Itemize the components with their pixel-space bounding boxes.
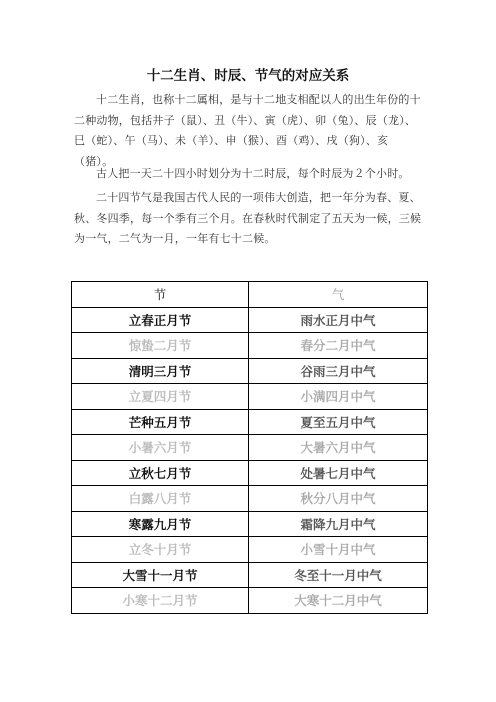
jie-cell: 大雪十一月节 <box>72 562 249 588</box>
table-row <box>72 588 428 614</box>
table-row <box>72 384 428 410</box>
qi-cell: 雨水正月中气 <box>249 307 428 333</box>
jie-cell: 小暑六月节 <box>72 435 249 461</box>
qi-cell: 霜降九月中气 <box>249 511 428 537</box>
qi-cell: 处暑七月中气 <box>249 460 428 486</box>
table-row <box>72 358 428 384</box>
paragraph-solar-terms: 二十四节气是我国古代人民的一项伟大创造，把一年分为春、夏、秋、冬四季，每一个季有三个月。在春秋时代制定了五天为一候，三候为一气，二气为一月，一年有七十二候。 <box>74 191 422 245</box>
table-row <box>72 307 428 333</box>
jie-cell: 立冬十月节 <box>72 537 249 563</box>
table-row <box>72 511 428 537</box>
qi-cell: 冬至十一月中气 <box>249 562 428 588</box>
jie-cell: 小寒十二月节 <box>72 588 249 614</box>
table-header-row <box>72 282 428 308</box>
solar-terms-table <box>71 281 428 614</box>
document-title: 十二生肖、时辰、节气的对应关系 <box>146 68 350 84</box>
qi-cell: 小满四月中气 <box>249 384 428 410</box>
table-row <box>72 460 428 486</box>
jie-cell: 芒种五月节 <box>72 409 249 435</box>
qi-cell: 大寒十二月中气 <box>249 588 428 614</box>
jie-cell: 立夏四月节 <box>72 384 249 410</box>
jie-cell: 立秋七月节 <box>72 460 249 486</box>
qi-cell: 秋分八月中气 <box>249 486 428 512</box>
table-row <box>72 333 428 359</box>
jie-cell: 立春正月节 <box>72 307 249 333</box>
qi-cell: 小雪十月中气 <box>249 537 428 563</box>
table-row <box>72 409 428 435</box>
header-jie: 节 <box>72 282 249 308</box>
table-row <box>72 435 428 461</box>
header-qi: 气 <box>249 282 428 308</box>
qi-cell: 大暑六月中气 <box>249 435 428 461</box>
qi-cell: 谷雨三月中气 <box>249 358 428 384</box>
jie-cell: 寒露九月节 <box>72 511 249 537</box>
paragraph-shichen: 古人把一天二十四小时划分为十二时辰，每个时辰为２个小时。 <box>96 167 410 180</box>
paragraph-zodiac: 十二生肖，也称十二属相，是与十二地支相配以人的出生年份的十二种动物，包括井子（鼠）、丑（牛）、寅（虎）、卯（兔）、辰（龙）、巳（蛇）、午（马）、未（羊）、申（猴）、酉（鸡）、戌（狗）、亥（猪）。 <box>74 93 421 168</box>
jie-cell: 清明三月节 <box>72 358 249 384</box>
table-row <box>72 537 428 563</box>
jie-cell: 惊蛰二月节 <box>72 333 249 359</box>
jie-cell: 白露八月节 <box>72 486 249 512</box>
qi-cell: 春分二月中气 <box>249 333 428 359</box>
qi-cell: 夏至五月中气 <box>249 409 428 435</box>
table-row <box>72 486 428 512</box>
table-row <box>72 562 428 588</box>
